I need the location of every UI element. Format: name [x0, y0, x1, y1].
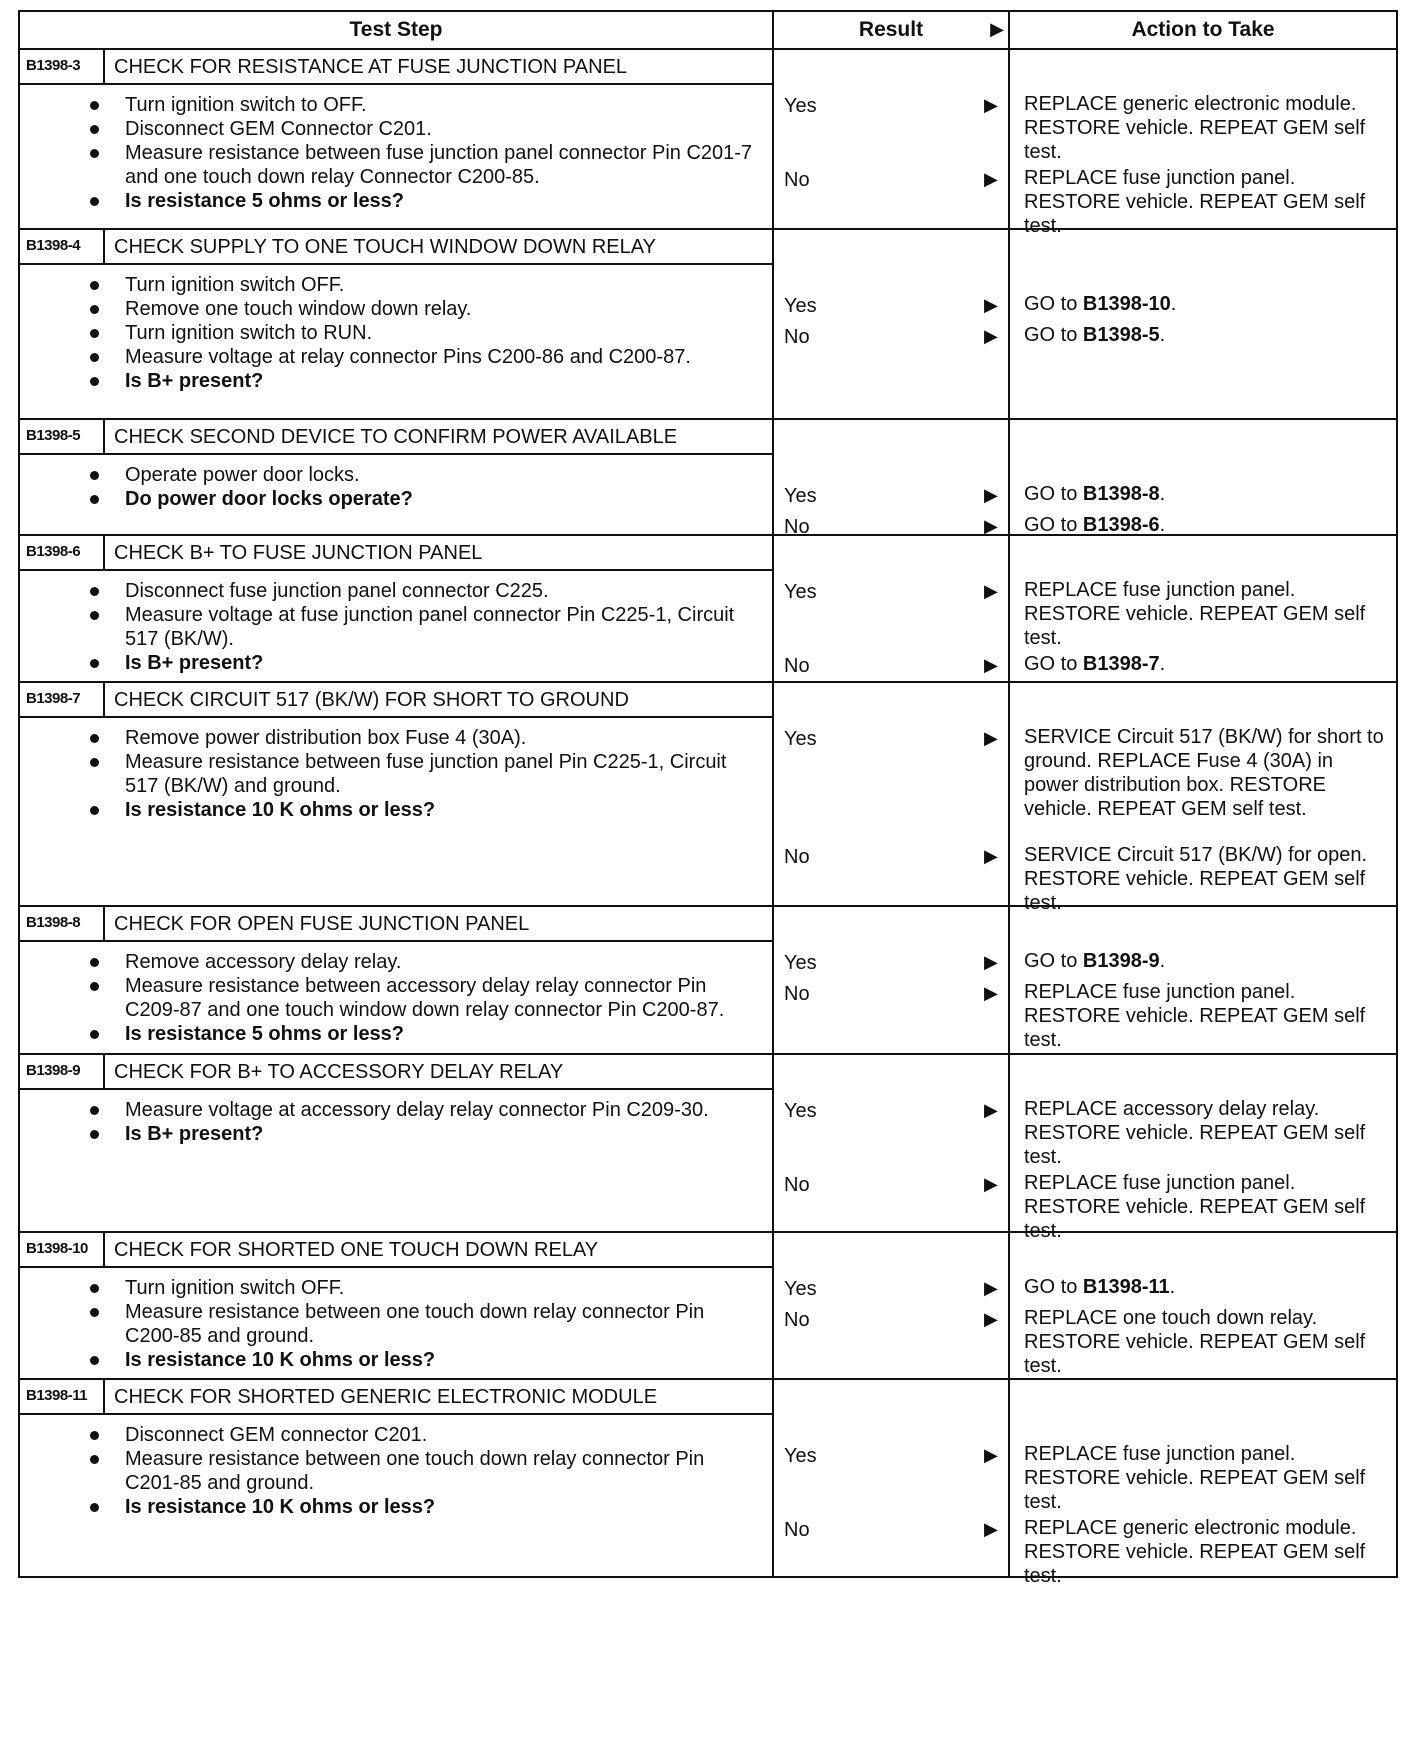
result-label: No: [784, 655, 810, 677]
header-result: [773, 11, 1009, 49]
action-instruction: REPLACE accessory delay relay. RESTORE vehicle. REPEAT GEM self test.: [1024, 1098, 1366, 1168]
step-item: Disconnect GEM connector C201.: [125, 1423, 762, 1447]
right-arrow-icon: ▶: [984, 1100, 998, 1120]
header-result-label: Result: [858, 18, 924, 41]
step-question: Is B+ present?: [125, 1122, 762, 1146]
result-option: [784, 94, 998, 118]
action-text: [1024, 725, 1390, 821]
result-cell: [773, 1379, 1009, 1577]
step-list: [20, 85, 772, 219]
step-list: [20, 1090, 772, 1152]
step-id: B1398-9: [20, 1055, 105, 1090]
step-header: [20, 1233, 772, 1268]
test-step-cell: [19, 419, 773, 535]
step-item: Measure voltage at fuse junction panel connector Pin C225-1, Circuit 517 (BK/W).: [125, 603, 762, 651]
action-instruction: REPLACE generic electronic module. RESTORE vehicle. REPEAT GEM self test.: [1024, 93, 1366, 163]
result-option: [784, 1444, 998, 1468]
step-title: CHECK FOR SHORTED GENERIC ELECTRONIC MODULE: [105, 1380, 772, 1415]
action-text: [1024, 482, 1390, 506]
step-question: Is resistance 5 ohms or less?: [125, 1022, 762, 1046]
goto-step-link[interactable]: B1398-8: [1082, 483, 1160, 505]
step-header: [20, 50, 772, 85]
step-header: [20, 536, 772, 571]
step-item: Turn ignition switch to OFF.: [125, 93, 762, 117]
right-arrow-icon: ▶: [984, 95, 998, 115]
goto-step-link[interactable]: B1398-7: [1082, 653, 1160, 675]
result-label: Yes: [784, 1445, 817, 1467]
step-list: [20, 571, 772, 681]
step-header: [20, 907, 772, 942]
result-option: [784, 1518, 998, 1542]
test-step-cell: [19, 535, 773, 682]
result-cell: [773, 229, 1009, 419]
action-instruction: GO to: [1024, 514, 1083, 536]
step-item: Remove accessory delay relay.: [125, 950, 762, 974]
result-option: [784, 654, 998, 678]
action-instruction: GO to: [1024, 324, 1083, 346]
result-cell: [773, 906, 1009, 1054]
action-cell: [1009, 682, 1397, 914]
action-end: .: [1159, 950, 1166, 972]
test-step-cell: [19, 49, 773, 229]
step-item: Measure resistance between one touch down relay connector Pin C201-85 and ground.: [125, 1447, 762, 1495]
test-step-cell: [19, 1379, 773, 1577]
action-end: .: [1159, 324, 1166, 346]
action-text: [1024, 1275, 1390, 1299]
table-row: [19, 1232, 1397, 1379]
test-step-cell: [19, 1232, 773, 1379]
result-label: Yes: [784, 95, 817, 117]
action-instruction: REPLACE fuse junction panel. RESTORE vehicle. REPEAT GEM self test.: [1024, 981, 1366, 1051]
step-item: Turn ignition switch to RUN.: [125, 321, 762, 345]
step-header: [20, 683, 772, 718]
result-option: [784, 294, 998, 318]
action-instruction: SERVICE Circuit 517 (BK/W) for open. RESTORE vehicle. REPEAT GEM self test.: [1024, 844, 1368, 914]
header-action: Action to Take: [1009, 11, 1397, 49]
result-label: Yes: [784, 1100, 817, 1122]
right-arrow-icon: ▶: [984, 983, 998, 1003]
step-title: CHECK B+ TO FUSE JUNCTION PANEL: [105, 536, 772, 571]
result-option: [784, 845, 998, 869]
result-label: No: [784, 1309, 810, 1331]
right-arrow-icon: ▶: [984, 1519, 998, 1539]
result-label: Yes: [784, 952, 817, 974]
table-row: [19, 535, 1397, 682]
step-question: Is resistance 10 K ohms or less?: [125, 798, 762, 822]
table-row: [19, 1379, 1397, 1577]
action-cell: [1009, 535, 1397, 682]
test-step-cell: [19, 1054, 773, 1232]
action-end: .: [1170, 293, 1177, 315]
result-cell: [773, 1054, 1009, 1232]
table-row: [19, 1054, 1397, 1232]
action-text: [1024, 949, 1390, 973]
right-arrow-icon: ▶: [984, 846, 998, 866]
result-option: [784, 1099, 998, 1123]
result-label: No: [784, 1519, 810, 1541]
right-arrow-icon: ▶: [990, 19, 1004, 39]
step-item: Turn ignition switch OFF.: [125, 273, 762, 297]
action-end: .: [1159, 514, 1166, 536]
diagnostic-table-page: [18, 10, 1396, 1587]
step-item: Measure resistance between one touch down relay connector Pin C200-85 and ground.: [125, 1300, 762, 1348]
result-cell: [773, 1232, 1009, 1379]
step-title: CHECK FOR OPEN FUSE JUNCTION PANEL: [105, 907, 772, 942]
step-question: Do power door locks operate?: [125, 487, 762, 511]
test-step-cell: [19, 682, 773, 906]
action-text: [1024, 166, 1390, 238]
right-arrow-icon: ▶: [984, 485, 998, 505]
right-arrow-icon: ▶: [984, 1278, 998, 1298]
action-end: .: [1159, 653, 1166, 675]
result-option: [784, 484, 998, 508]
header-test-step: Test Step: [19, 11, 773, 49]
table-row: [19, 906, 1397, 1054]
step-question: Is B+ present?: [125, 651, 762, 675]
action-cell: [1009, 49, 1397, 237]
result-label: No: [784, 326, 810, 348]
result-label: No: [784, 1174, 810, 1196]
result-cell: [773, 419, 1009, 538]
step-header: [20, 230, 772, 265]
result-label: Yes: [784, 485, 817, 507]
step-item: Disconnect GEM Connector C201.: [125, 117, 762, 141]
result-label: No: [784, 846, 810, 868]
action-text: [1024, 92, 1390, 164]
step-item: Remove power distribution box Fuse 4 (30A).: [125, 726, 762, 750]
action-instruction: GO to: [1024, 293, 1083, 315]
action-instruction: GO to: [1024, 950, 1083, 972]
step-item: Measure resistance between fuse junction panel Pin C225-1, Circuit 517 (BK/W) and ground.: [125, 750, 762, 798]
pinpoint-test-table: [18, 10, 1398, 1587]
right-arrow-icon: ▶: [984, 655, 998, 675]
step-item: Measure voltage at accessory delay relay connector Pin C209-30.: [125, 1098, 762, 1122]
action-text: [1024, 1306, 1390, 1378]
result-option: [784, 168, 998, 192]
action-text: [1024, 1097, 1390, 1169]
action-cell: [1009, 1232, 1397, 1379]
action-cell: [1009, 1379, 1397, 1587]
result-option: [784, 1277, 998, 1301]
result-option: [784, 580, 998, 604]
table-row: [19, 419, 1397, 535]
result-cell: [773, 535, 1009, 682]
action-text: [1024, 578, 1390, 650]
goto-step-link[interactable]: B1398-9: [1082, 950, 1160, 972]
action-text: [1024, 513, 1390, 537]
action-instruction: SERVICE Circuit 517 (BK/W) for short to ground. REPLACE Fuse 4 (30A) in power distribution box. RESTORE vehicle. REPEAT GEM self test.: [1024, 726, 1384, 820]
step-header: [20, 1380, 772, 1415]
step-list: [20, 1268, 772, 1378]
step-question: Is resistance 10 K ohms or less?: [125, 1495, 762, 1519]
result-label: No: [784, 169, 810, 191]
action-instruction: REPLACE one touch down relay. RESTORE vehicle. REPEAT GEM self test.: [1024, 1307, 1366, 1377]
right-arrow-icon: ▶: [984, 295, 998, 315]
step-id: B1398-8: [20, 907, 105, 942]
result-option: [784, 1173, 998, 1197]
result-option: [784, 982, 998, 1006]
action-text: [1024, 1442, 1390, 1514]
right-arrow-icon: ▶: [984, 326, 998, 346]
step-header: [20, 420, 772, 455]
table-row: [19, 682, 1397, 906]
step-id: B1398-6: [20, 536, 105, 571]
step-title: CHECK FOR RESISTANCE AT FUSE JUNCTION PANEL: [105, 50, 772, 85]
right-arrow-icon: ▶: [984, 516, 998, 536]
step-item: Operate power door locks.: [125, 463, 762, 487]
table-row: [19, 49, 1397, 229]
action-text: [1024, 292, 1390, 316]
action-instruction: REPLACE fuse junction panel. RESTORE vehicle. REPEAT GEM self test.: [1024, 579, 1366, 649]
step-item: Turn ignition switch OFF.: [125, 1276, 762, 1300]
action-end: .: [1169, 1276, 1176, 1298]
step-question: Is resistance 10 K ohms or less?: [125, 1348, 762, 1372]
result-label: Yes: [784, 728, 817, 750]
step-title: CHECK FOR B+ TO ACCESSORY DELAY RELAY: [105, 1055, 772, 1090]
result-label: No: [784, 516, 810, 538]
result-label: No: [784, 983, 810, 1005]
action-end: .: [1159, 483, 1166, 505]
table-header-row: [19, 11, 1397, 49]
step-title: CHECK CIRCUIT 517 (BK/W) FOR SHORT TO GROUND: [105, 683, 772, 718]
goto-step-link[interactable]: B1398-5: [1082, 324, 1160, 346]
result-option: [784, 951, 998, 975]
step-list: [20, 455, 772, 517]
step-title: CHECK FOR SHORTED ONE TOUCH DOWN RELAY: [105, 1233, 772, 1268]
step-id: B1398-10: [20, 1233, 105, 1268]
step-list: [20, 265, 772, 399]
step-header: [20, 1055, 772, 1090]
result-option: [784, 1308, 998, 1332]
action-instruction: GO to: [1024, 1276, 1083, 1298]
action-cell: [1009, 419, 1397, 535]
result-label: Yes: [784, 1278, 817, 1300]
step-item: Measure resistance between fuse junction panel connector Pin C201-7 and one touch down relay Connector C200-85.: [125, 141, 762, 189]
right-arrow-icon: ▶: [984, 728, 998, 748]
action-text: [1024, 843, 1390, 915]
table-row: [19, 229, 1397, 419]
step-item: Measure voltage at relay connector Pins C200-86 and C200-87.: [125, 345, 762, 369]
right-arrow-icon: ▶: [984, 1174, 998, 1194]
step-item: Measure resistance between accessory delay relay connector Pin C209-87 and one touch window down relay connector Pin C200-87.: [125, 974, 762, 1022]
action-cell: [1009, 229, 1397, 419]
test-step-cell: [19, 229, 773, 419]
action-text: [1024, 1516, 1390, 1588]
action-instruction: REPLACE fuse junction panel. RESTORE vehicle. REPEAT GEM self test.: [1024, 1443, 1366, 1513]
action-text: [1024, 323, 1390, 347]
step-id: B1398-3: [20, 50, 105, 85]
step-list: [20, 1415, 772, 1525]
right-arrow-icon: ▶: [984, 1309, 998, 1329]
step-id: B1398-4: [20, 230, 105, 265]
step-id: B1398-7: [20, 683, 105, 718]
right-arrow-icon: ▶: [984, 581, 998, 601]
goto-step-link[interactable]: B1398-11: [1082, 1276, 1170, 1298]
action-instruction: GO to: [1024, 653, 1083, 675]
result-cell: [773, 682, 1009, 906]
step-question: Is resistance 5 ohms or less?: [125, 189, 762, 213]
result-cell: [773, 49, 1009, 229]
result-label: Yes: [784, 581, 817, 603]
step-item: Disconnect fuse junction panel connector C225.: [125, 579, 762, 603]
action-cell: [1009, 1054, 1397, 1242]
goto-step-link[interactable]: B1398-6: [1082, 514, 1160, 536]
step-question: Is B+ present?: [125, 369, 762, 393]
step-id: B1398-11: [20, 1380, 105, 1415]
step-item: Remove one touch window down relay.: [125, 297, 762, 321]
step-list: [20, 942, 772, 1052]
step-id: B1398-5: [20, 420, 105, 455]
action-text: [1024, 980, 1390, 1052]
action-instruction: GO to: [1024, 483, 1083, 505]
action-instruction: REPLACE fuse junction panel. RESTORE vehicle. REPEAT GEM self test.: [1024, 167, 1366, 237]
result-label: Yes: [784, 295, 817, 317]
step-title: CHECK SECOND DEVICE TO CONFIRM POWER AVAILABLE: [105, 420, 772, 455]
action-instruction: REPLACE generic electronic module. RESTORE vehicle. REPEAT GEM self test.: [1024, 1517, 1366, 1587]
right-arrow-icon: ▶: [984, 952, 998, 972]
right-arrow-icon: ▶: [984, 169, 998, 189]
action-instruction: REPLACE fuse junction panel. RESTORE vehicle. REPEAT GEM self test.: [1024, 1172, 1366, 1242]
step-list: [20, 718, 772, 828]
action-cell: [1009, 906, 1397, 1054]
right-arrow-icon: ▶: [984, 1445, 998, 1465]
result-option: [784, 325, 998, 349]
action-text: [1024, 652, 1390, 676]
step-title: CHECK SUPPLY TO ONE TOUCH WINDOW DOWN RELAY: [105, 230, 772, 265]
result-option: [784, 727, 998, 751]
test-step-cell: [19, 906, 773, 1054]
goto-step-link[interactable]: B1398-10: [1082, 293, 1171, 315]
